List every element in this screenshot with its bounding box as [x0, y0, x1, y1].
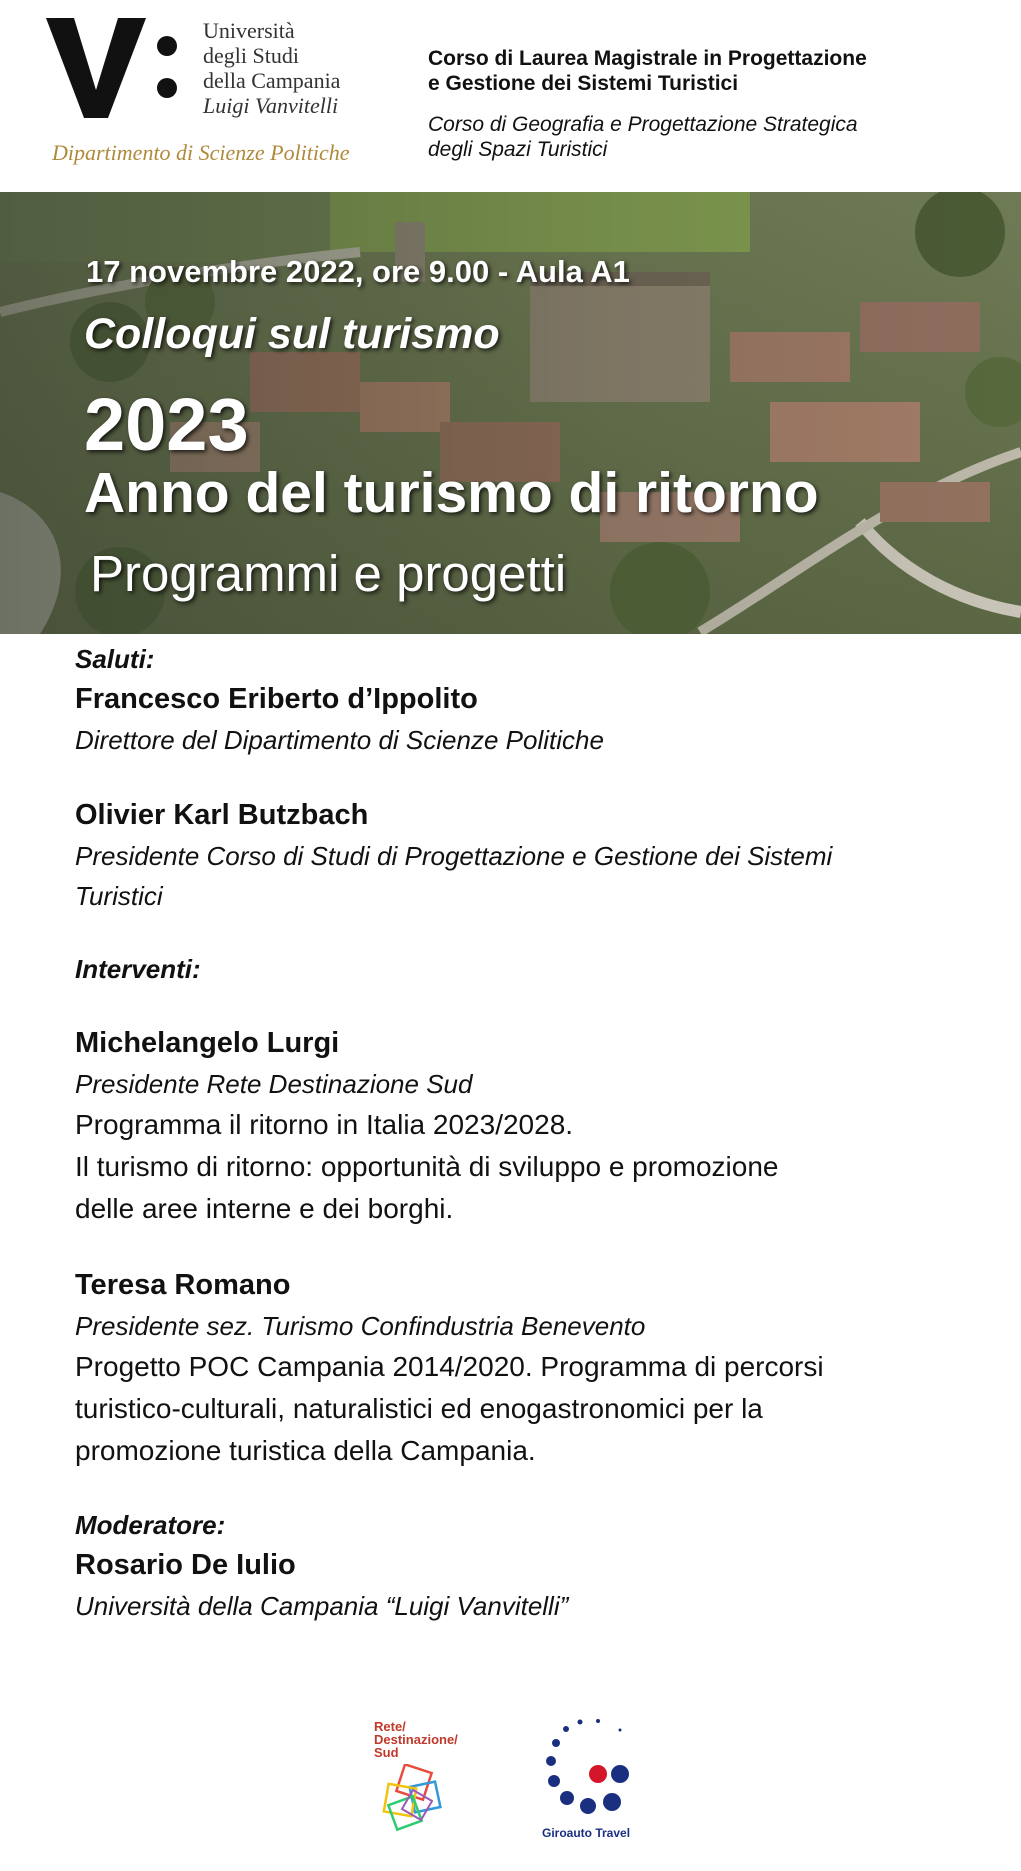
program	[75, 640, 975, 1626]
event-title: Anno del turismo di ritorno	[84, 461, 819, 525]
giroauto-logo-text: Giroauto Travel	[542, 1826, 631, 1840]
talk2-desc-line1: Progetto POC Campania 2014/2020. Programma di percorsi	[75, 1351, 824, 1382]
greeting2-role-line1: Presidente Corso di Studi di Progettazione e Gestione dei Sistemi	[75, 841, 833, 871]
talk2-desc-line3: promozione turistica della Campania.	[75, 1435, 536, 1466]
greetings-label: Saluti:	[75, 644, 155, 674]
moderator-label: Moderatore:	[75, 1510, 226, 1540]
talk1-desc-line1: Programma il ritorno in Italia 2023/2028.	[75, 1109, 574, 1140]
rete-destinazione-sud-logo	[374, 1720, 484, 1840]
moderator-role: Università della Campania “Luigi Vanvitelli”	[75, 1591, 569, 1621]
header	[0, 0, 1021, 190]
talk1-desc-line3: delle aree interne e dei borghi.	[75, 1193, 454, 1224]
event-date: 17 novembre 2022, ore 9.00 - Aula A1	[86, 254, 630, 289]
greeting1-name: Francesco Eriberto d’Ippolito	[75, 683, 478, 715]
dots-circle-icon	[536, 1716, 646, 1826]
talk2-name: Teresa Romano	[75, 1269, 291, 1301]
talk1-role: Presidente Rete Destinazione Sud	[75, 1069, 473, 1099]
degree-course: Corso di Laurea Magistrale in Progettazione e Gestione dei Sistemi Turistici	[428, 47, 867, 95]
talk2-desc-line2: turistico-culturali, naturalistici ed enogastronomici per la	[75, 1393, 763, 1424]
talk1-name: Michelangelo Lurgi	[75, 1027, 340, 1059]
giroauto-travel-logo	[536, 1716, 646, 1846]
overlapping-squares-icon	[378, 1764, 448, 1834]
event-subtitle: Programmi e progetti	[90, 545, 567, 602]
greeting2-name: Olivier Karl Butzbach	[75, 799, 369, 831]
university-name: Università degli Studi della Campania Luigi Vanvitelli	[203, 18, 341, 118]
department-name: Dipartimento di Scienze Politiche	[52, 140, 350, 165]
logo-v-colon-icon	[46, 18, 186, 126]
banner	[0, 192, 1021, 634]
greeting1-role: Direttore del Dipartimento di Scienze Politiche	[75, 725, 604, 755]
talk1-desc-line2: Il turismo di ritorno: opportunità di sviluppo e promozione	[75, 1151, 779, 1182]
talks-label: Interventi:	[75, 954, 201, 984]
moderator-name: Rosario De Iulio	[75, 1549, 296, 1581]
event-year: 2023	[84, 383, 249, 466]
university-logo	[46, 18, 186, 126]
greeting2-role-line2: Turistici	[75, 881, 163, 911]
talk2-role: Presidente sez. Turismo Confindustria Benevento	[75, 1311, 646, 1341]
geography-course: Corso di Geografia e Progettazione Strategica degli Spazi Turistici	[428, 113, 858, 161]
event-series: Colloqui sul turismo	[84, 310, 500, 358]
rete-logo-text: Rete/ Destinazione/ Sud	[374, 1719, 458, 1760]
